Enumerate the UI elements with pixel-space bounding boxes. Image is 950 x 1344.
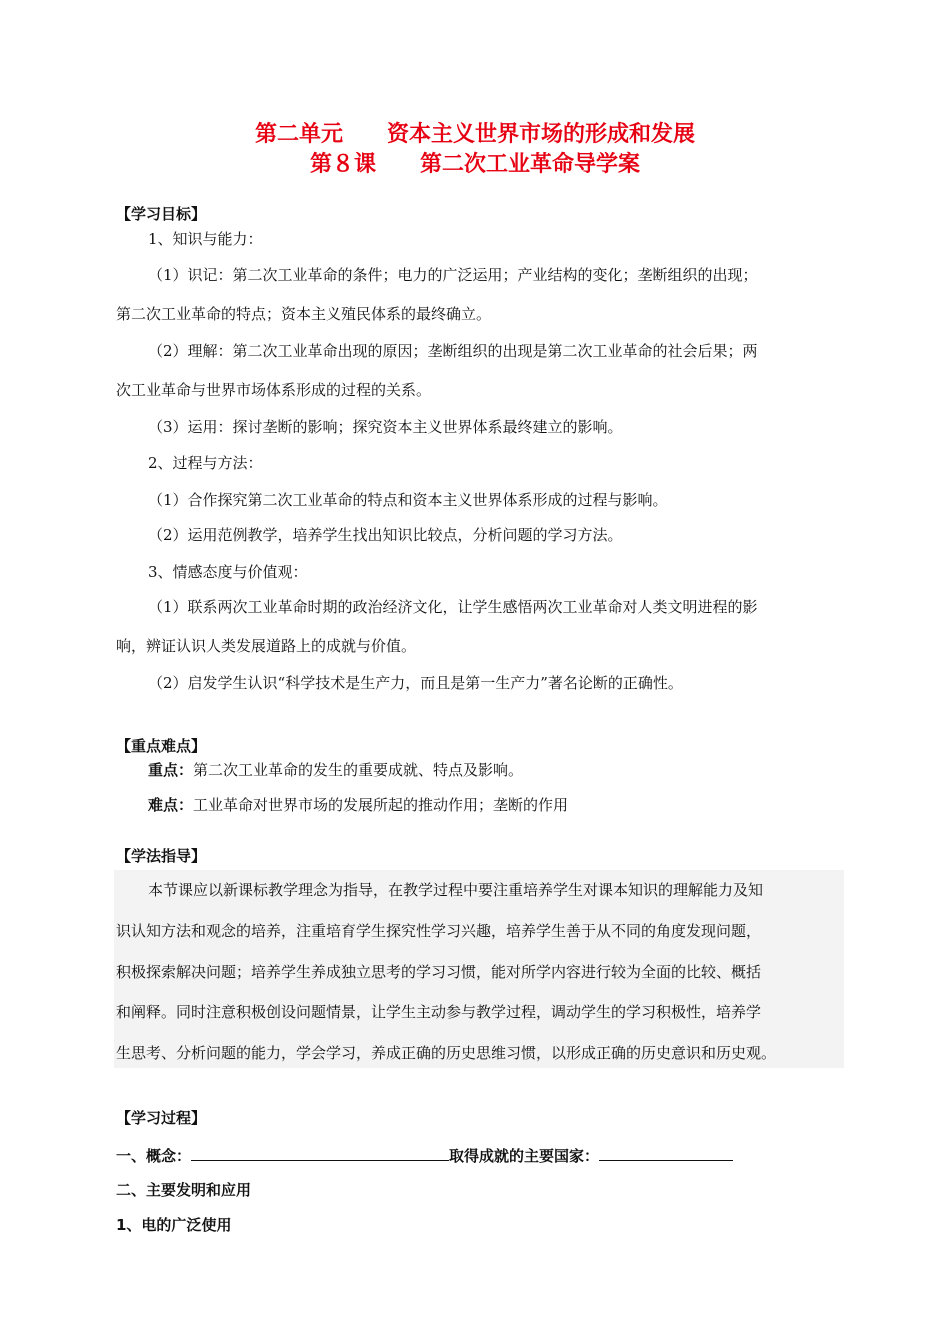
process-heading: 【学习过程】 — [116, 1109, 207, 1127]
guidance-line-2: 识认知方法和观念的培养，注重培育学生探究性学习兴趣，培养学生善于从不同的角度发现问题， — [116, 922, 762, 940]
guidance-line-5: 生思考、分析问题的能力，学会学习，养成正确的历史思维习惯，以形成正确的历史意识和历史观。 — [116, 1044, 777, 1062]
objectives-p6-line2: 响，辨证认识人类发展道路上的成就与价值。 — [116, 637, 417, 655]
objectives-sub-process: 2、过程与方法： — [148, 454, 263, 472]
process-item-electricity: 1、电的广泛使用 — [116, 1216, 232, 1234]
key-text: 第二次工业革命的发生的重要成就、特点及影响。 — [193, 761, 524, 779]
keypoints-key — [148, 760, 523, 780]
process-item-concept — [116, 1144, 733, 1166]
objectives-p6-line1: （1）联系两次工业革命时期的政治经济文化，让学生感悟两次工业革命对人类文明进程的影 — [148, 598, 758, 616]
objectives-heading: 【学习目标】 — [116, 205, 207, 223]
unit-title: 第二单元 资本主义世界市场的形成和发展 — [254, 122, 695, 147]
guidance-line-4: 和阐释。同时注意积极创设问题情景，让学生主动参与教学过程，调动学生的学习积极性，培养学 — [116, 1003, 762, 1021]
keypoints-heading: 【重点难点】 — [116, 737, 207, 755]
guidance-line-3: 积极探索解决问题；培养学生养成独立思考的学习习惯，能对所学内容进行较为全面的比较、概括 — [116, 963, 762, 981]
keypoints-difficulty — [148, 795, 568, 815]
difficulty-text: 工业革命对世界市场的发展所起的推动作用；垄断的作用 — [193, 796, 569, 814]
objectives-p5: （2）运用范例教学，培养学生找出知识比较点，分析问题的学习方法。 — [148, 526, 623, 544]
key-label: 重点： — [148, 761, 194, 779]
concept-blank[interactable] — [191, 1144, 449, 1161]
guidance-line-1: 本节课应以新课标教学理念为指导，在教学过程中要注重培养学生对课本知识的理解能力及知 — [148, 881, 764, 899]
process-item-inventions: 二、主要发明和应用 — [116, 1181, 252, 1199]
objectives-p3: （3）运用：探讨垄断的影响；探究资本主义世界体系最终建立的影响。 — [148, 418, 623, 436]
objectives-p1-line2: 第二次工业革命的特点；资本主义殖民体系的最终确立。 — [116, 305, 492, 323]
objectives-p1-line1: （1）识记：第二次工业革命的条件；电力的广泛运用；产业结构的变化；垄断组织的出现； — [148, 266, 758, 284]
objectives-p2-line1: （2）理解：第二次工业革命出现的原因；垄断组织的出现是第二次工业革命的社会后果；两 — [148, 342, 758, 360]
countries-label: 取得成就的主要国家： — [449, 1147, 600, 1165]
difficulty-label: 难点： — [148, 796, 194, 814]
objectives-p2-line2: 次工业革命与世界市场体系形成的过程的关系。 — [116, 381, 432, 399]
concept-label: 一、概念： — [116, 1147, 192, 1165]
guidance-heading: 【学法指导】 — [116, 847, 207, 865]
objectives-sub-values: 3、情感态度与价值观： — [148, 563, 308, 581]
countries-blank[interactable] — [599, 1144, 733, 1161]
objectives-p7: （2）启发学生认识“科学技术是生产力，而且是第一生产力”著名论断的正确性。 — [148, 674, 683, 692]
objectives-sub-knowledge: 1、知识与能力： — [148, 230, 263, 248]
lesson-title: 第８课 第二次工业革命导学案 — [309, 152, 640, 177]
objectives-p4: （1）合作探究第二次工业革命的特点和资本主义世界体系形成的过程与影响。 — [148, 491, 668, 509]
